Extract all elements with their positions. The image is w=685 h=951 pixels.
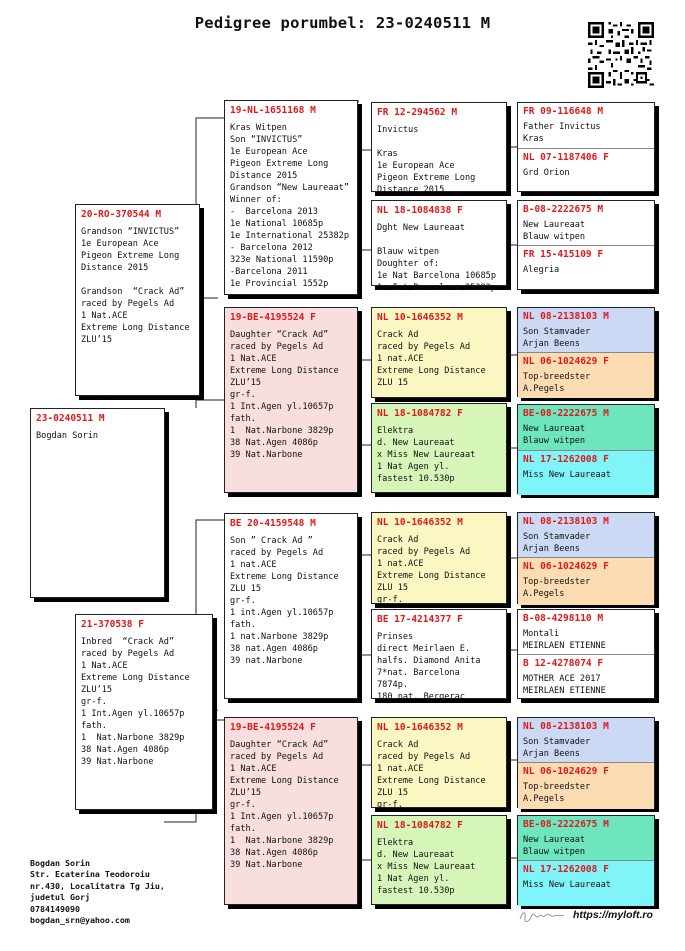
- pigeon-notes: Miss New Laureaat: [523, 880, 611, 890]
- email-address: bogdan_srn@yahoo.com: [30, 915, 130, 926]
- pigeon-entry[interactable]: [518, 762, 654, 809]
- ring-number: FR 12-294562 M: [377, 107, 458, 118]
- pigeon-notes: Dght New Laureaat Blauw witpen Doughter of: 1e Nat Barcelona 10685p 1e Int Barcelona 25382p: [377, 223, 496, 293]
- ring-number: NL 18-1084782 F: [377, 408, 463, 419]
- pigeon-notes: Top-breedster A.Pegels: [523, 372, 591, 394]
- pigeon-notes: Father Invictus Kras: [523, 122, 601, 144]
- pigeon-notes: Invictus Kras 1e European Ace Pigeon Extreme Long Distance 2015: [377, 125, 476, 195]
- pigeon-notes: Prinses direct Meirlaen E. halfs. Diamond Anita 7*nat. Barcelona 7874p. 180 nat. Bergerac: [377, 632, 481, 702]
- ring-number: 21-370538 F: [81, 619, 144, 630]
- pigeon-entry[interactable]: [518, 201, 654, 245]
- pigeon-notes: Top-breedster A.Pegels: [523, 782, 591, 804]
- pigeon-card-mf[interactable]: [224, 513, 358, 699]
- ring-number: B-08-2222675 M: [523, 204, 604, 215]
- pigeon-pair-card[interactable]: [517, 200, 655, 290]
- pigeon-notes: Crack Ad raced by Pegels Ad 1 nat.ACE Extreme Long Distance ZLU 15 gr-f.: [377, 740, 486, 810]
- ring-number: NL 10-1646352 M: [377, 312, 463, 323]
- phone-number: 0784149090: [30, 903, 80, 914]
- pigeon-notes: Son Stamvader Arjan Beens: [523, 532, 591, 554]
- ring-number: NL 17-1262008 F: [523, 454, 609, 465]
- ring-number: 20-RO-370544 M: [81, 209, 162, 220]
- ring-number: NL 18-1084782 F: [377, 820, 463, 831]
- ring-number: B-08-4298110 M: [523, 613, 604, 624]
- breeder-name: Bogdan Sorin: [30, 858, 90, 868]
- pigeon-pair-card[interactable]: [517, 609, 655, 699]
- pigeon-card-father[interactable]: [75, 204, 200, 396]
- ring-number: BE 17-4214377 F: [377, 614, 463, 625]
- pigeon-entry[interactable]: [518, 103, 654, 148]
- address-line: judetul Gorj: [30, 892, 90, 903]
- ring-number: NL 07-1187406 F: [523, 152, 609, 163]
- pigeon-notes: New Laureaat Blauw witpen: [523, 835, 586, 857]
- website-link[interactable]: https://myloft.ro: [573, 909, 653, 921]
- ring-number: 19-NL-1651168 M: [230, 105, 316, 116]
- pigeon-card-fm[interactable]: [224, 307, 358, 493]
- pigeon-card-gen4[interactable]: [371, 512, 507, 604]
- breeder-contact: [30, 858, 165, 926]
- ring-number: BE 20-4159548 M: [230, 518, 316, 529]
- pigeon-notes: Bogdan Sorin: [36, 431, 99, 441]
- pigeon-card-gen4[interactable]: [371, 403, 507, 493]
- ring-number: NL 10-1646352 M: [377, 517, 463, 528]
- pigeon-card-gen4[interactable]: [371, 717, 507, 808]
- ring-number: BE-08-2222675 M: [523, 408, 609, 419]
- pigeon-card-gen4[interactable]: [371, 609, 507, 702]
- pigeon-card-gen4[interactable]: [371, 815, 507, 905]
- pigeon-pair-card[interactable]: [517, 717, 655, 808]
- pigeon-notes: Elektra d. New Laureaat x Miss New Laureaat 1 Nat Agen yl. fastest 10.530p: [377, 838, 476, 896]
- pigeon-pair-card[interactable]: [517, 102, 655, 192]
- ring-number: NL 08-2138103 M: [523, 516, 609, 527]
- ring-number: 19-BE-4195524 F: [230, 312, 316, 323]
- pigeon-entry[interactable]: [518, 610, 654, 654]
- pigeon-pair-card[interactable]: [517, 307, 655, 397]
- pigeon-entry[interactable]: [518, 513, 654, 557]
- address-line: Str. Ecaterina Teodoroiu: [30, 869, 150, 880]
- pigeon-pair-card[interactable]: [517, 512, 655, 604]
- pigeon-entry[interactable]: [518, 352, 654, 398]
- ring-number: NL 08-2138103 M: [523, 721, 609, 732]
- pigeon-notes: Son Stamvader Arjan Beens: [523, 327, 591, 349]
- ring-number: B 12-4278074 F: [523, 658, 604, 669]
- pigeon-card-mm[interactable]: [224, 717, 358, 905]
- pigeon-notes: Daughter “Crack Ad” raced by Pegels Ad 1 Nat.ACE Extreme Long Distance ZLU’15 gr-f. 1 Int.Agen yl.10657p fath. 1 Nat.Narbone 3829p 38 Nat.Agen 4086p 39 Nat.Narbone: [230, 330, 339, 460]
- pigeon-notes: Elektra d. New Laureaat x Miss New Laureaat 1 Nat Agen yl. fastest 10.530p: [377, 426, 476, 484]
- signature-icon: [518, 908, 566, 924]
- pigeon-notes: Kras Witpen Son “INVICTUS” 1e European Ace Pigeon Extreme Long Distance 2015 Grandson “New Laureaat” Winner of: - Barcelona 2013 1e National 10685p 1e International 25382p - Barcelona 2012 323e National 11590p -Barcelona 2011 1e Provincial 1552p: [230, 123, 349, 289]
- pigeon-notes: Top-breedster A.Pegels: [523, 577, 591, 599]
- pigeon-notes: Crack Ad raced by Pegels Ad 1 nat.ACE Extreme Long Distance ZLU 15: [377, 330, 486, 388]
- pigeon-pair-card[interactable]: [517, 815, 655, 905]
- pigeon-entry[interactable]: [518, 308, 654, 352]
- pigeon-entry[interactable]: [518, 860, 654, 906]
- pigeon-pair-card[interactable]: [517, 404, 655, 494]
- pigeon-entry[interactable]: [518, 405, 654, 450]
- pigeon-card-mother[interactable]: [75, 614, 213, 810]
- ring-number: 23-0240511 M: [36, 413, 105, 424]
- pigeon-card-gen4[interactable]: [371, 307, 507, 398]
- pigeon-card-gen4[interactable]: [371, 102, 507, 195]
- pigeon-entry[interactable]: [518, 148, 654, 193]
- ring-number: NL 17-1262008 F: [523, 864, 609, 875]
- pigeon-notes: Miss New Laureaat: [523, 470, 611, 480]
- ring-number: NL 06-1024629 F: [523, 766, 609, 777]
- pigeon-entry[interactable]: [518, 816, 654, 860]
- ring-number: NL 08-2138103 M: [523, 311, 609, 322]
- page-title: Pedigree porumbel: 23-0240511 M: [194, 14, 491, 32]
- pigeon-notes: New Laureaat Blauw witpen: [523, 220, 586, 242]
- ring-number: NL 10-1646352 M: [377, 722, 463, 733]
- pigeon-notes: Grandson “INVICTUS” 1e European Ace Pigeon Extreme Long Distance 2015 Grandson “Crack Ad” raced by Pegels Ad 1 Nat.ACE Extreme Long Distance ZLU’15: [81, 227, 190, 345]
- pigeon-notes: MOTHER ACE 2017 MEIRLAEN ETIENNE: [523, 674, 606, 696]
- pigeon-notes: Montali MEIRLAEN ETIENNE: [523, 629, 606, 651]
- pigeon-notes: Son ” Crack Ad ” raced by Pegels Ad 1 nat.ACE Extreme Long Distance ZLU 15 gr-f. 1 int.Agen yl.10657p fath. 1 nat.Narbone 3829p 38 nat.Agen 4086p 39 nat.Narbone: [230, 536, 339, 666]
- ring-number: NL 06-1024629 F: [523, 356, 609, 367]
- pigeon-notes: Crack Ad raced by Pegels Ad 1 nat.ACE Extreme Long Distance ZLU 15 gr-f.: [377, 535, 486, 605]
- ring-number: FR 09-116648 M: [523, 106, 604, 117]
- pigeon-notes: Alegria: [523, 265, 560, 275]
- pigeon-entry[interactable]: [518, 654, 654, 700]
- pigeon-notes: Son Stamvader Arjan Beens: [523, 737, 591, 759]
- pigeon-entry[interactable]: [518, 245, 654, 291]
- pigeon-notes: Daughter “Crack Ad” raced by Pegels Ad 1 Nat.ACE Extreme Long Distance ZLU’15 gr-f. 1 Int.Agen yl.10657p fath. 1 Nat.Narbone 3829p 38 Nat.Agen 4086p 39 Nat.Narbone: [230, 740, 339, 870]
- address-line: nr.430, Localitatra Tg Jiu,: [30, 880, 165, 891]
- ring-number: NL 06-1024629 F: [523, 561, 609, 572]
- ring-number: FR 15-415109 F: [523, 249, 604, 260]
- pigeon-card-gen4[interactable]: [371, 200, 507, 293]
- pigeon-card-ff[interactable]: [224, 100, 358, 295]
- pigeon-card-subject[interactable]: [30, 408, 165, 598]
- ring-number: 19-BE-4195524 F: [230, 722, 316, 733]
- pigeon-entry[interactable]: [518, 557, 654, 605]
- pigeon-notes: Grd Orion: [523, 168, 570, 178]
- pigeon-entry[interactable]: [518, 450, 654, 495]
- ring-number: NL 18-1084838 F: [377, 205, 463, 216]
- pigeon-entry[interactable]: [518, 718, 654, 762]
- pigeon-notes: Inbred “Crack Ad” raced by Pegels Ad 1 Nat.ACE Extreme Long Distance ZLU’15 gr-f. 1 Int.Agen yl.10657p fath. 1 Nat.Narbone 3829p 38 Nat.Agen 4086p 39 Nat.Narbone: [81, 637, 190, 767]
- pigeon-notes: New Laureaat Blauw witpen: [523, 424, 586, 446]
- ring-number: BE-08-2222675 M: [523, 819, 609, 830]
